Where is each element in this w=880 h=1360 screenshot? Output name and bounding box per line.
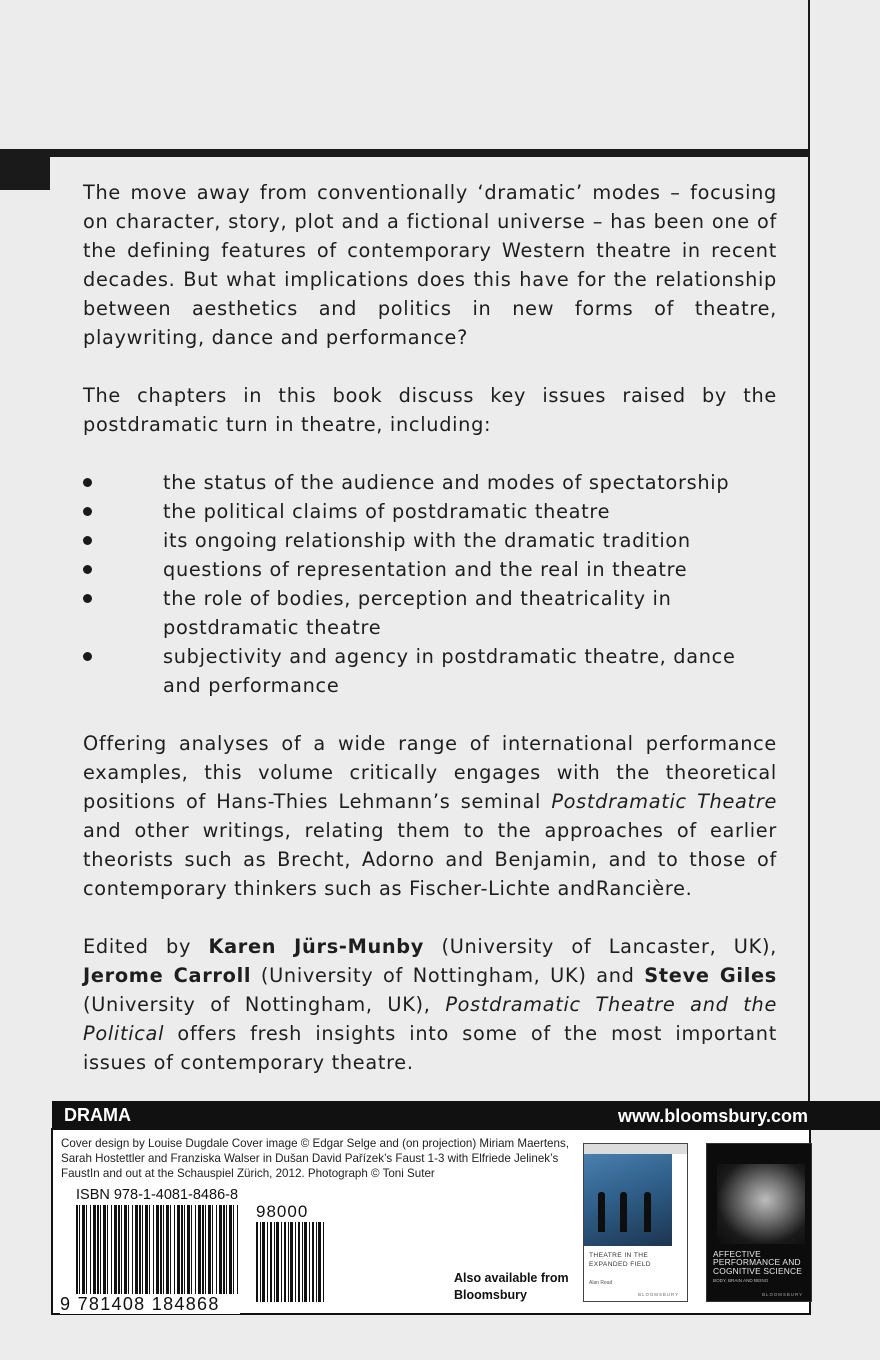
editors-paragraph <box>83 932 777 1077</box>
list-item <box>83 468 777 497</box>
intro-paragraph: The move away from conventionally ‘dramatic’ modes – focusing on character, story, plot and a fictional universe – has been one of the defining features of contemporary Western theatre in recent decades. But what implications does this have for the relationship between aesthetics and politics in new forms of theatre, playwriting, dance and performance? <box>83 181 777 349</box>
isbn-label: ISBN 978-1-4081-8486-8 <box>76 1187 239 1203</box>
performer-figure <box>598 1192 605 1232</box>
bullet-icon <box>83 478 92 487</box>
list-item-text: the political claims of postdramatic theatre <box>163 500 611 523</box>
list-item <box>83 555 777 584</box>
publisher-website-link[interactable]: www.bloomsbury.com <box>617 1106 808 1126</box>
editor-affiliation: (University of Lancaster, UK), <box>424 935 778 958</box>
top-divider-bar <box>0 149 810 157</box>
related-book-publisher: BLOOMSBURY <box>638 1292 679 1297</box>
also-available-label: Also available from Bloomsbury <box>454 1271 569 1302</box>
related-book-cover[interactable] <box>583 1143 688 1302</box>
editors-suffix: offers fresh insights into some of the most important issues of contemporary theatre. <box>83 1022 777 1074</box>
performer-figure <box>644 1192 651 1232</box>
chapter-topics-list <box>83 468 777 700</box>
list-item-text: questions of representation and the real in theatre <box>163 558 688 581</box>
related-book-publisher: BLOOMSBURY <box>762 1292 803 1297</box>
price-code: 98000 <box>256 1202 309 1221</box>
related-book-title: AFFECTIVE PERFORMANCE AND COGNITIVE SCIENCE <box>713 1249 803 1276</box>
list-item-text: its ongoing relationship with the dramatic tradition <box>163 529 691 552</box>
cover-credits: Cover design by Louise Dugdale Cover image © Edgar Selge and (on projection) Miriam Maertens, Sarah Hostettler and Franziska Walser in Dušan David Pařízek’s Faust 1-3 with Elfriede Jelinek’s FaustIn and out at the Schauspiel Zürich, 2012. Photograph © Toni Suter <box>61 1137 569 1180</box>
related-book-title: THEATRE IN THE EXPANDED FIELD <box>589 1252 651 1268</box>
price-barcode-icon <box>256 1222 326 1302</box>
editor-name: Karen Jürs-Munby <box>208 935 425 958</box>
lehmann-book-title: Postdramatic Theatre <box>551 790 778 813</box>
list-item <box>83 497 777 526</box>
back-cover-blurb <box>83 178 777 1077</box>
list-item-text: the role of bodies, perception and theatricality in postdramatic theatre <box>163 587 672 639</box>
edited-by-prefix: Edited by <box>83 935 209 958</box>
related-book-subtitle: BODY, BRAIN AND BEING <box>713 1278 769 1283</box>
list-item-text: the status of the audience and modes of spectatorship <box>163 471 730 494</box>
related-book-cover[interactable] <box>706 1143 812 1302</box>
list-item-text: subjectivity and agency in postdramatic theatre, dance and performance <box>163 645 736 697</box>
editor-affiliation: (University of Nottingham, UK), <box>83 993 446 1016</box>
bullet-icon <box>83 594 92 603</box>
analysis-text-1: Offering analyses of a wide range of international performance examples, this volume critically engages with the theoretical positions of Hans-Thies Lehmann’s seminal <box>83 732 777 813</box>
performer-figure <box>620 1192 627 1232</box>
corner-tab <box>0 149 50 190</box>
barcode-digits: 9 781408 184868 <box>60 1294 240 1314</box>
analysis-text-2: and other writings, relating them to the approaches of earlier theorists such as Brecht, Adorno and Benjamin, and to those of contemporary thinkers such as Fischer-Lichte andRancière. <box>83 819 777 900</box>
bullet-icon <box>83 507 92 516</box>
list-item <box>83 642 777 700</box>
category-label: DRAMA <box>64 1105 131 1125</box>
related-book-author: Alan Read <box>589 1280 613 1286</box>
right-border-line <box>808 0 810 1104</box>
bullet-icon <box>83 565 92 574</box>
bullet-icon <box>83 536 92 545</box>
cover-photo <box>717 1164 805 1244</box>
chapters-lead-in: The chapters in this book discuss key issues raised by the postdramatic turn in theatre, including: <box>83 384 777 436</box>
editor-name: Steve Giles <box>644 964 777 987</box>
list-item <box>83 526 777 555</box>
series-bar <box>584 1144 687 1154</box>
bullet-icon <box>83 652 92 661</box>
list-item <box>83 584 777 642</box>
analysis-paragraph <box>83 729 777 903</box>
editor-name: Jerome Carroll <box>83 964 252 987</box>
barcode-icon <box>76 1205 238 1297</box>
editor-affiliation: (University of Nottingham, UK) and <box>251 964 645 987</box>
book-title: Postdramatic Theatre and the Political <box>83 993 778 1045</box>
